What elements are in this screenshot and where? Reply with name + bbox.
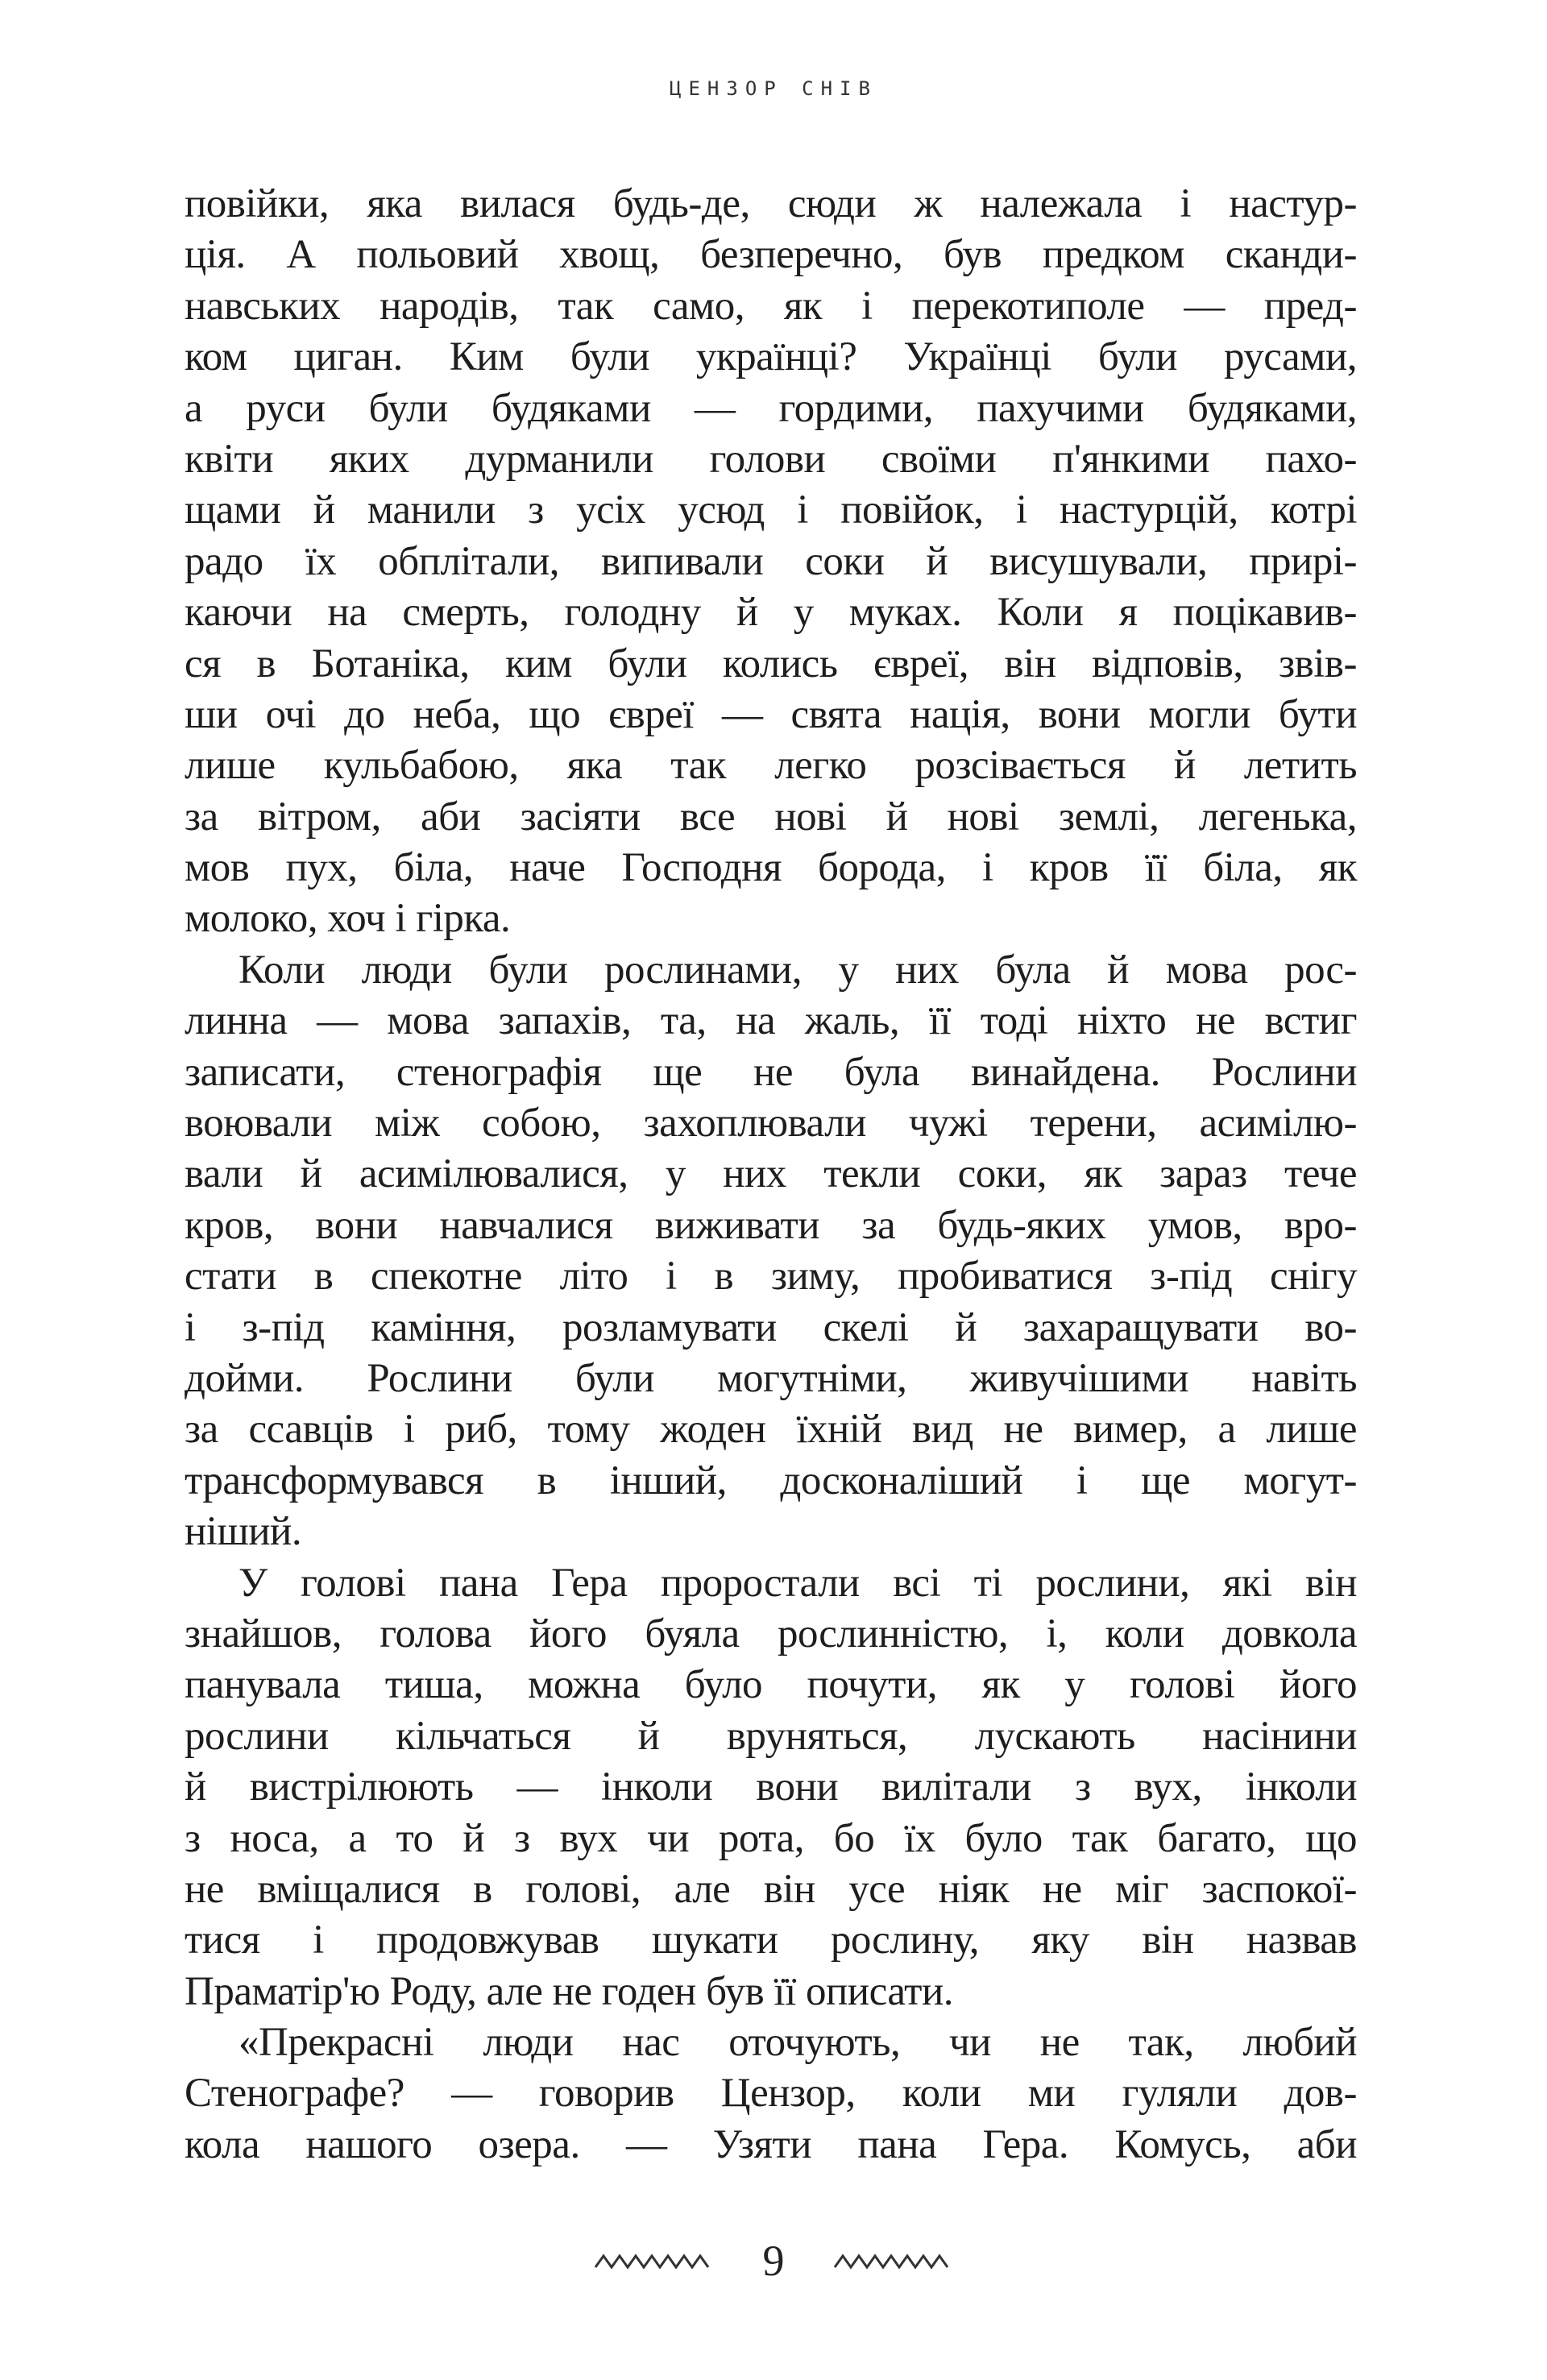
text-line: стати в спекотне літо і в зиму, пробиватися з-під снігу bbox=[185, 1254, 1357, 1300]
text-line: рослини кільчаться й вруняться, лускають насінини bbox=[185, 1713, 1357, 1759]
text-line: за ссавців і риб, тому жоден їхній вид не вимер, а лише bbox=[185, 1407, 1357, 1453]
text-line: ком циган. Ким були українці? Українці були русами, bbox=[185, 334, 1357, 380]
text-line: ція. А польовий хвощ, безперечно, був предком сканди- bbox=[185, 232, 1357, 278]
text-line: панувала тиша, можна було почути, як у голові його bbox=[185, 1662, 1357, 1708]
text-line: з носа, а то й з вух чи рота, бо їх було так багато, що bbox=[185, 1815, 1357, 1861]
text-line: ся в Ботаніка, ким були колись євреї, він відповів, звів- bbox=[185, 641, 1357, 686]
text-line: «Прекрасні люди нас оточують, чи не так, любий bbox=[238, 2020, 1357, 2066]
text-line: за вітром, аби засіяти все нові й нові землі, легенька, bbox=[185, 794, 1357, 840]
text-line: вали й асимілювалися, у них текли соки, як зараз тече bbox=[185, 1151, 1357, 1197]
text-line: лише кульбабою, яка так легко розсівається й летить bbox=[185, 743, 1357, 789]
text-line: Стенографе? — говорив Цензор, коли ми гуляли дов- bbox=[185, 2071, 1357, 2117]
body-text bbox=[185, 179, 1357, 2171]
text-line: кола нашого озера. — Узяти пана Гера. Комусь, аби bbox=[185, 2121, 1357, 2167]
text-line: линна — мова запахів, та, на жаль, її тоді ніхто не встиг bbox=[185, 998, 1357, 1044]
text-line: записати, стенографія ще не була винайдена. Рослини bbox=[185, 1049, 1357, 1095]
text-line: а руси були будяками — гордими, пахучими будяками, bbox=[185, 385, 1357, 431]
text-line: кров, вони навчалися виживати за будь-яких умов, вро- bbox=[185, 1202, 1357, 1248]
zigzag-ornament-right-icon bbox=[833, 2251, 954, 2270]
text-line: й вистрілюють — інколи вони вилітали з вух, інколи bbox=[185, 1764, 1357, 1810]
text-line: радо їх обплітали, випивали соки й висушували, прирі- bbox=[185, 538, 1357, 584]
text-line: квіти яких дурманили голови своїми п'янкими пахо- bbox=[185, 436, 1357, 482]
text-line: ши очі до неба, що євреї — свята нація, вони могли бути bbox=[185, 691, 1357, 737]
text-line: тися і продовжував шукати рослину, яку він назвав bbox=[185, 1918, 1357, 1963]
text-line: Коли люди були рослинами, у них була й мова рос- bbox=[238, 947, 1357, 993]
text-line: знайшов, голова його буяла рослинністю, і, коли довкола bbox=[185, 1611, 1357, 1656]
text-line: дойми. Рослини були могутніми, живучішими навіть bbox=[185, 1355, 1357, 1401]
text-line: і з-під каміння, розламувати скелі й захаращувати во- bbox=[185, 1304, 1357, 1350]
page-number: 9 bbox=[762, 2237, 785, 2285]
text-line: молоко, хоч і гірка. bbox=[185, 896, 511, 942]
text-line: воювали між собою, захоплювали чужі терени, асимілю- bbox=[185, 1101, 1357, 1146]
text-line: ніший. bbox=[185, 1509, 302, 1555]
page-footer bbox=[0, 2236, 1547, 2286]
text-line: У голові пана Гера проростали всі ті рослини, які він bbox=[238, 1560, 1357, 1606]
text-line: каючи на смерть, голодну й у муках. Коли я поцікавив- bbox=[185, 590, 1357, 636]
text-line: Праматір'ю Роду, але не годен був її описати. bbox=[185, 1968, 953, 2014]
running-header: ЦЕНЗОР СНІВ bbox=[670, 77, 877, 100]
text-line: не вміщалися в голові, але він усе ніяк не міг заспокої- bbox=[185, 1866, 1357, 1912]
text-line: навських народів, так само, як і перекотиполе — пред- bbox=[185, 283, 1357, 329]
text-line: повійки, яка вилася будь-де, сюди ж належала і настур- bbox=[185, 181, 1357, 226]
text-line: трансформувався в інший, досконаліший і ще могут- bbox=[185, 1457, 1357, 1503]
text-line: мов пух, біла, наче Господня борода, і кров її біла, як bbox=[185, 845, 1357, 891]
text-line: щами й манили з усіх усюд і повійок, і настурцій, котрі bbox=[185, 487, 1357, 533]
zigzag-ornament-left-icon bbox=[594, 2251, 715, 2270]
